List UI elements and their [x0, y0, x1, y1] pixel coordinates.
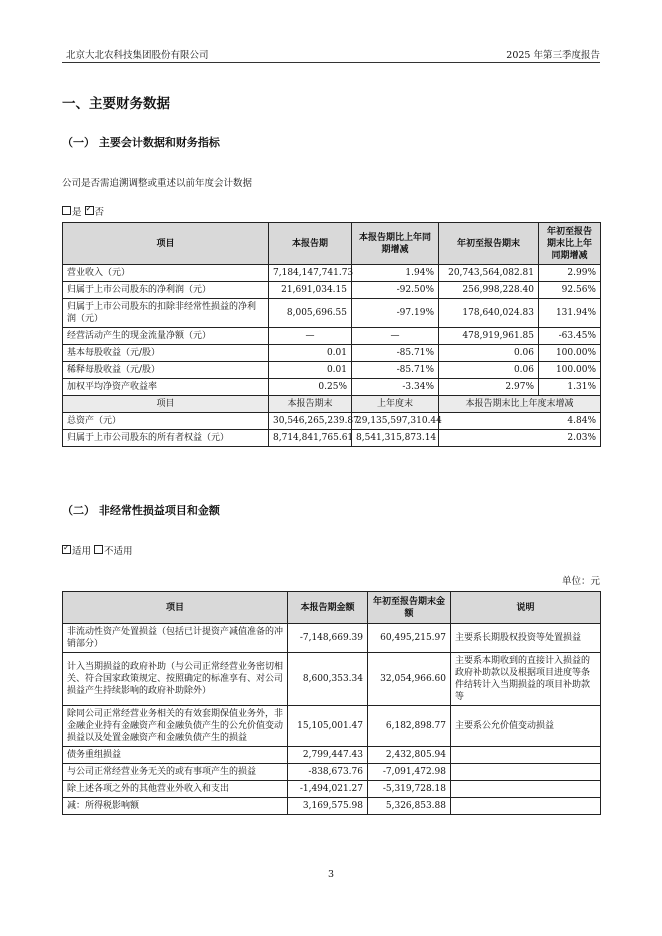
table-note: 主要系公允价值变动损益 [451, 706, 601, 747]
table-cell: 4.84% [439, 413, 601, 430]
table-cell: 0.01 [269, 345, 352, 362]
row-label: 稀释每股收益（元/股） [63, 362, 269, 379]
table-cell: -92.50% [352, 282, 439, 299]
header-company: 北京大北农科技集团股份有限公司 [66, 50, 209, 61]
table-cell: 21,691,034.15 [269, 282, 352, 299]
table-row [63, 764, 601, 781]
table-cell: 0.06 [439, 345, 539, 362]
table-header: 本报告期 [269, 223, 352, 265]
table-cell: 29,135,597,310.44 [352, 413, 439, 430]
table-subheader: 项目 [63, 396, 269, 413]
table-subheader: 上年度末 [352, 396, 439, 413]
table-cell: 256,998,228.40 [439, 282, 539, 299]
table-cell: 8,541,315,873.14 [352, 430, 439, 447]
table-subheader: 本报告期末比上年度末增减 [439, 396, 601, 413]
table-header: 项目 [63, 592, 288, 624]
table-row [63, 624, 601, 653]
row-label: 经营活动产生的现金流量净额（元） [63, 328, 269, 345]
table-cell: 0.01 [269, 362, 352, 379]
table-row [63, 265, 601, 282]
table-row [63, 706, 601, 747]
table-cell: 1.31% [539, 379, 601, 396]
table-row [63, 747, 601, 764]
table-subheader: 本报告期末 [269, 396, 352, 413]
table-cell: 2,432,805.94 [368, 747, 451, 764]
table-header: 说明 [451, 592, 601, 624]
table-cell: -5,319,728.18 [368, 781, 451, 798]
table-cell: -1,494,021.27 [288, 781, 368, 798]
table-cell: -97.19% [352, 299, 439, 328]
table-row [63, 282, 601, 299]
restate-question: 公司是否需追溯调整或重述以前年度会计数据 [62, 178, 253, 189]
table-header: 项目 [63, 223, 269, 265]
table-cell: 32,054,966.60 [368, 653, 451, 706]
table-row [63, 345, 601, 362]
table-cell: 1.94% [352, 265, 439, 282]
table-cell: 100.00% [539, 362, 601, 379]
checkbox-unchecked-icon [62, 206, 71, 215]
table-cell: 0.25% [269, 379, 352, 396]
row-label: 计入当期损益的政府补助（与公司正常经营业务密切相关、符合国家政策规定、按照确定的标准享有、对公司损益产生持续影响的政府补助除外） [63, 653, 288, 706]
table-header: 年初至报告期末金额 [368, 592, 451, 624]
table-note: 主要系长期股权投资等处置损益 [451, 624, 601, 653]
checkbox-checked-icon [62, 545, 71, 554]
table-cell: 2.97% [439, 379, 539, 396]
table-note [451, 798, 601, 815]
table-row [63, 413, 601, 430]
row-label: 归属于上市公司股东的净利润（元） [63, 282, 269, 299]
table-cell: — [352, 328, 439, 345]
table-note [451, 781, 601, 798]
table-cell: -7,148,669.39 [288, 624, 368, 653]
table-cell: 6,182,898.77 [368, 706, 451, 747]
row-label: 债务重组损益 [63, 747, 288, 764]
row-label: 与公司正常经营业务无关的或有事项产生的损益 [63, 764, 288, 781]
not-applicable-label: 不适用 [104, 546, 133, 557]
header-report-title: 2025 年第三季度报告 [506, 50, 600, 61]
table-row [63, 362, 601, 379]
page-number: 3 [327, 869, 335, 880]
table-header: 本报告期比上年同期增减 [352, 223, 439, 265]
table-cell: 2.99% [539, 265, 601, 282]
subsection-title-1: （一） 主要会计数据和财务指标 [62, 136, 220, 149]
section-title: 一、主要财务数据 [62, 96, 170, 112]
table-cell: 92.56% [539, 282, 601, 299]
key-financial-data-table [62, 222, 601, 447]
table-header: 年初至报告期末比上年同期增减 [539, 223, 601, 265]
unit-label: 单位：元 [561, 576, 600, 587]
checkbox-checked-icon [85, 206, 94, 215]
table-cell: 2.03% [439, 430, 601, 447]
row-label: 总资产（元） [63, 413, 269, 430]
restate-choice [62, 204, 104, 218]
table-cell: 8,005,696.55 [269, 299, 352, 328]
table-subheader-row [63, 396, 601, 413]
checkbox-unchecked-icon [94, 545, 103, 554]
table-cell: 478,919,961.85 [439, 328, 539, 345]
table-cell: -85.71% [352, 362, 439, 379]
table-cell: -7,091,472.98 [368, 764, 451, 781]
table-header: 本报告期金额 [288, 592, 368, 624]
table-cell: 100.00% [539, 345, 601, 362]
table-note: 主要系本期收到的直接计入损益的政府补助款以及根据项目进度等条件结转计入当期损益的项目补助款等 [451, 653, 601, 706]
table-cell: 8,600,353.34 [288, 653, 368, 706]
table-cell: -85.71% [352, 345, 439, 362]
header-divider [62, 62, 600, 63]
restate-yes-label: 是 [72, 207, 82, 218]
table-cell: -3.34% [352, 379, 439, 396]
table-cell: -838,673.76 [288, 764, 368, 781]
table-cell: 8,714,841,765.61 [269, 430, 352, 447]
row-label: 加权平均净资产收益率 [63, 379, 269, 396]
applicability-choice [62, 543, 133, 557]
table-cell: 30,546,265,239.87 [269, 413, 352, 430]
table-note [451, 747, 601, 764]
table-cell: 2,799,447.43 [288, 747, 368, 764]
table-cell: 5,326,853.88 [368, 798, 451, 815]
row-label: 减：所得税影响额 [63, 798, 288, 815]
table-cell: 15,105,001.47 [288, 706, 368, 747]
table-cell: 0.06 [439, 362, 539, 379]
table-note [451, 764, 601, 781]
row-label: 基本每股收益（元/股） [63, 345, 269, 362]
row-label: 归属于上市公司股东的所有者权益（元） [63, 430, 269, 447]
table-cell: 131.94% [539, 299, 601, 328]
row-label: 非流动性资产处置损益（包括已计提资产减值准备的冲销部分） [63, 624, 288, 653]
restate-no-label: 否 [94, 207, 105, 218]
table-row [63, 379, 601, 396]
row-label: 营业收入（元） [63, 265, 269, 282]
row-label: 除同公司正常经营业务相关的有效套期保值业务外，非金融企业持有金融资产和金融负债产生的公允价值变动损益以及处置金融资产和金融负债产生的损益 [63, 706, 288, 747]
row-label: 归属于上市公司股东的扣除非经常性损益的净利润（元） [63, 299, 269, 328]
applicable-label: 适用 [72, 546, 92, 557]
table-row [63, 798, 601, 815]
table-cell: 3,169,575.98 [288, 798, 368, 815]
table-row [63, 781, 601, 798]
table-cell: -63.45% [539, 328, 601, 345]
table-cell: 20,743,564,082.81 [439, 265, 539, 282]
table-row [63, 299, 601, 328]
non-recurring-items-table [62, 591, 601, 815]
table-cell: 178,640,024.83 [439, 299, 539, 328]
table-header: 年初至报告期末 [439, 223, 539, 265]
subsection-title-2: （二） 非经常性损益项目和金额 [62, 504, 220, 517]
table-row [63, 430, 601, 447]
table-cell: 60,495,215.97 [368, 624, 451, 653]
table-row [63, 653, 601, 706]
table-row [63, 328, 601, 345]
table-cell: 7,184,147,741.73 [269, 265, 352, 282]
row-label: 除上述各项之外的其他营业外收入和支出 [63, 781, 288, 798]
table-cell: — [269, 328, 352, 345]
